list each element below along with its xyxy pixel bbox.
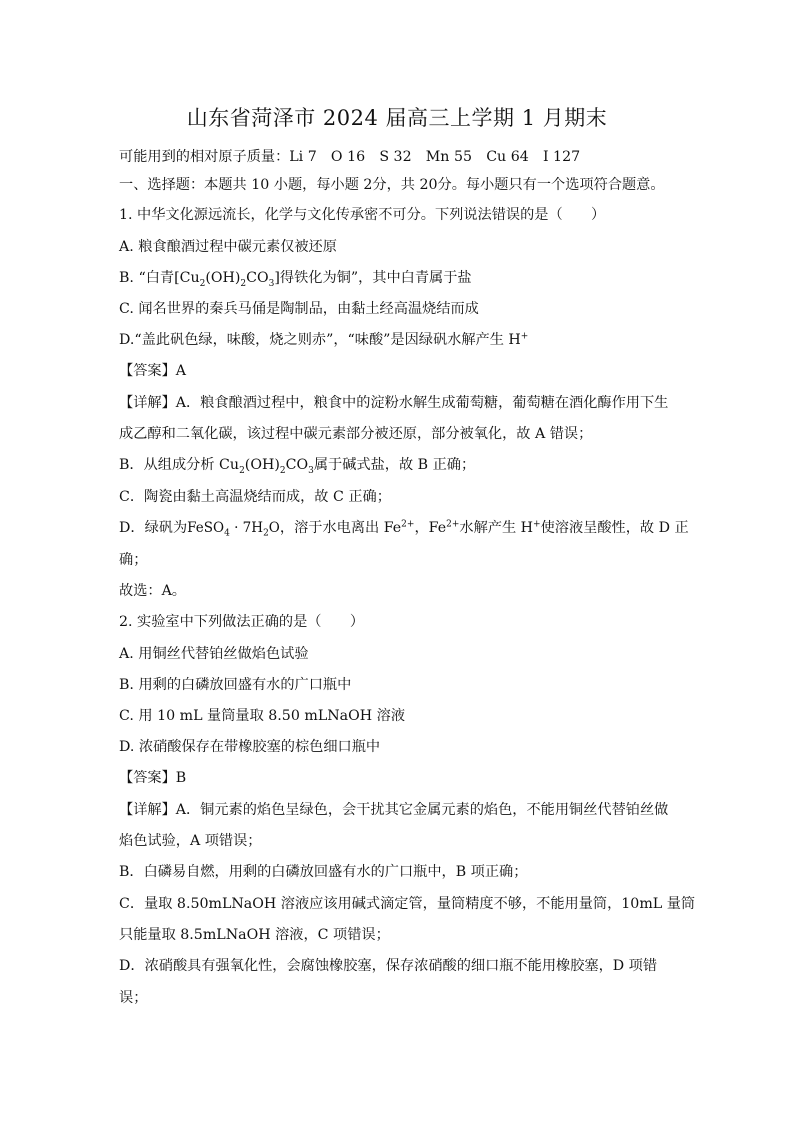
q1-stem: 1. 中华文化源远流长，化学与文化传承密不可分。下列说法错误的是（ ） [119, 207, 606, 223]
q1-option-a: A. 粮食酿酒过程中碳元素仅被还原 [119, 239, 337, 255]
q2-detail-d-line-2: 误； [119, 990, 148, 1006]
q1-conclusion: 故选：A。 [119, 583, 186, 599]
green-vitriol-formula: FeSO$_4$ · $7H_2O$ [187, 520, 280, 539]
q1-detail-d-continued: 确； [119, 552, 148, 568]
q2-option-a: A. 用铜丝代替铂丝做焰色试验 [119, 646, 309, 662]
q1-detail-line-2: 成乙醇和二氧化碳，该过程中碳元素部分被还原，部分被氧化，故 A 错误； [119, 426, 593, 442]
q2-option-b: B. 用剩的白磷放回盛有水的广口瓶中 [119, 677, 352, 693]
q2-detail-c-line-1: C．量取 8.50mLNaOH 溶液应该用碱式滴定管，量筒精度不够，不能用量筒，10mL 量筒 [119, 896, 696, 912]
q1-detail-d: D．绿矾为FeSO$_4$ · $7H_2O$，溶于水电离出 $Fe^{2+}$，$Fe^{2+}$水解产生 H+使溶液呈酸性，故 D 正 [119, 519, 689, 539]
document-title: 山东省菏泽市 2024 届高三上学期 1 月期末 [186, 106, 608, 130]
q2-option-d: D. 浓硝酸保存在带橡胶塞的棕色细口瓶中 [119, 739, 381, 755]
q1-option-c: C. 闻名世界的秦兵马俑是陶制品，由黏土经高温烧结而成 [119, 301, 479, 317]
q2-detail-b: B．白磷易自燃，用剩的白磷放回盛有水的广口瓶中，B 项正确； [119, 864, 528, 880]
q2-detail-line-1: 【详解】A．铜元素的焰色呈绿色，会干扰其它金属元素的焰色，不能用铜丝代替铂丝做 [119, 802, 669, 818]
q2-option-c: C. 用 10 mL 量筒量取 8.50 mLNaOH 溶液 [119, 708, 406, 724]
q1-detail-line-1: 【详解】A．粮食酿酒过程中，粮食中的淀粉水解生成葡萄糖，葡萄糖在酒化酶作用下生 [119, 395, 669, 411]
q2-answer: 【答案】B [119, 770, 187, 786]
q2-detail-c-line-2: 只能量取 8.5mLNaOH 溶液，C 项错误； [119, 927, 390, 943]
q1-option-d: D.“盖此矾色绿，味酸，烧之则赤”，“味酸”是因绿矾水解产生 H+ [119, 331, 529, 348]
section-heading: 一、选择题：本题共 10 小题，每小题 2分，共 20分。每小题只有一个选项符合题意。 [119, 177, 665, 193]
q1-detail-c: C．陶瓷由黏土高温烧结而成，故 C 正确； [119, 489, 391, 505]
q1-answer: 【答案】A [119, 363, 186, 379]
q1-detail-b: B．从组成分析 $Cu_2(OH)_2CO_3$属于碱式盐，故 B 正确； [119, 457, 476, 476]
q2-detail-line-2: 焰色试验，A 项错误； [119, 833, 262, 849]
q1-option-b: B. “白青$[Cu_2(OH)_2CO_3]$得铁化为铜”，其中白青属于盐 [119, 270, 472, 289]
atomic-masses: 可能用到的相对原子质量：Li 7 O 16 S 32 Mn 55 Cu 64 I 127 [119, 149, 581, 165]
q2-detail-d-line-1: D．浓硝酸具有强氧化性，会腐蚀橡胶塞，保存浓硝酸的细口瓶不能用橡胶塞，D 项错 [119, 958, 658, 974]
q2-stem: 2. 实验室中下列做法正确的是（ ） [119, 614, 365, 630]
